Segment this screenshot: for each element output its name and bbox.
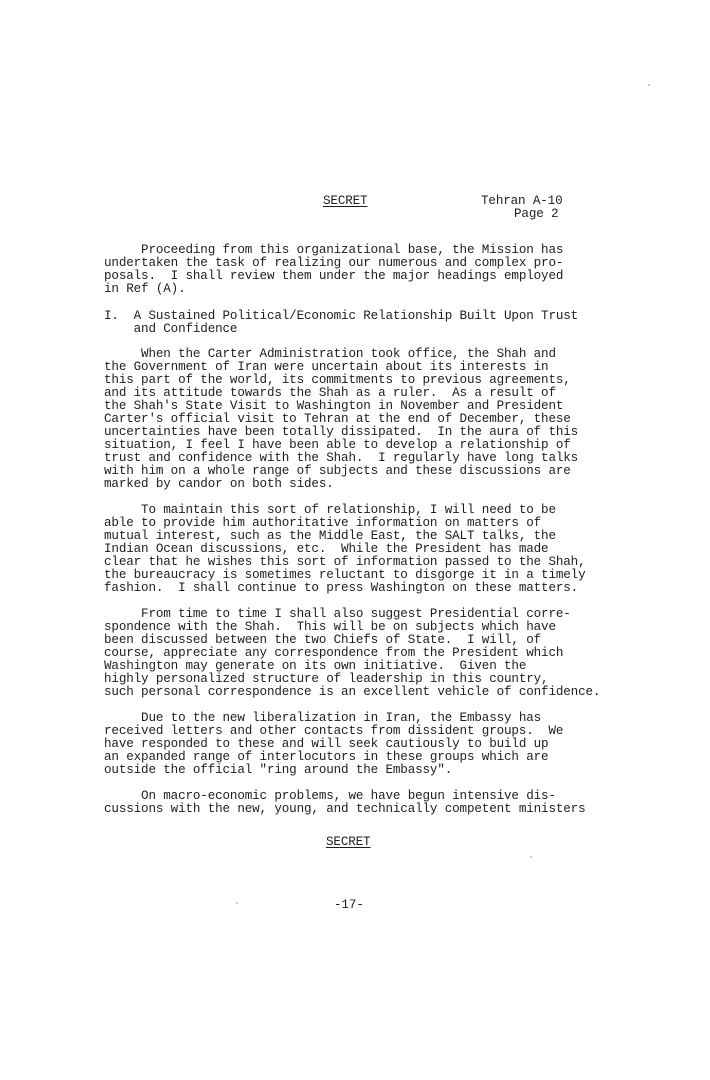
text-line: Carter's official visit to Tehran at the end of December, these <box>104 412 571 426</box>
text-line: able to provide him authoritative information on matters of <box>104 516 542 530</box>
text-line: situation, I feel I have been able to develop a relationship of <box>104 438 571 452</box>
text-line: the Shah's State Visit to Washington in November and President <box>104 399 564 413</box>
text-line: clear that he wishes this sort of information passed to the Shah, <box>104 555 586 569</box>
text-line: spondence with the Shah. This will be on subjects which have <box>104 620 556 634</box>
header-reference: Tehran A-10 <box>481 194 563 208</box>
text-line: undertaken the task of realizing our numerous and complex pro- <box>104 256 564 270</box>
text-line: Indian Ocean discussions, etc. While the President has made <box>104 542 549 556</box>
text-line: and its attitude towards the Shah as a ruler. As a result of <box>104 386 556 400</box>
text-line: such personal correspondence is an excellent vehicle of confidence. <box>104 685 601 699</box>
text-line: posals. I shall review them under the major headings employed <box>104 269 564 283</box>
text-line: have responded to these and will seek cautiously to build up <box>104 737 549 751</box>
text-line: Proceeding from this organizational base, the Mission has <box>104 243 564 257</box>
text-line: course, appreciate any correspondence from the President which <box>104 646 564 660</box>
text-line: Washington may generate on its own initiative. Given the <box>104 659 527 673</box>
text-line: been discussed between the two Chiefs of State. I will, of <box>104 633 542 647</box>
text-line: highly personalized structure of leadership in this country, <box>104 672 549 686</box>
scan-speck <box>648 84 650 86</box>
text-line: this part of the world, its commitments to previous agreements, <box>104 373 571 387</box>
text-line: From time to time I shall also suggest Presidential corre- <box>104 607 571 621</box>
text-line: mutual interest, such as the Middle East, the SALT talks, the <box>104 529 556 543</box>
text-line: When the Carter Administration took office, the Shah and <box>104 347 556 361</box>
scan-speck <box>236 902 238 904</box>
text-line: an expanded range of interlocutors in these groups which are <box>104 750 549 764</box>
header-classification: SECRET <box>323 194 368 208</box>
text-line: On macro-economic problems, we have begun intensive dis- <box>104 789 556 803</box>
scan-speck <box>530 856 532 858</box>
page-number: -17- <box>334 898 364 912</box>
text-line: trust and confidence with the Shah. I regularly have long talks <box>104 451 579 465</box>
text-line: cussions with the new, young, and technically competent ministers <box>104 802 586 816</box>
text-line: I. A Sustained Political/Economic Relationship Built Upon Trust <box>104 309 579 323</box>
text-line: marked by candor on both sides. <box>104 477 334 491</box>
text-line: received letters and other contacts from dissident groups. We <box>104 724 564 738</box>
text-line: Due to the new liberalization in Iran, the Embassy has <box>104 711 542 725</box>
text-line: To maintain this sort of relationship, I will need to be <box>104 503 556 517</box>
text-line: and Confidence <box>104 322 238 336</box>
text-line: uncertainties have been totally dissipated. In the aura of this <box>104 425 579 439</box>
text-line: the Government of Iran were uncertain about its interests in <box>104 360 549 374</box>
header-page-label: Page 2 <box>514 207 559 221</box>
text-line: the bureaucracy is sometimes reluctant to disgorge it in a timely <box>104 568 586 582</box>
footer-classification: SECRET <box>326 835 371 849</box>
text-line: fashion. I shall continue to press Washington on these matters. <box>104 581 579 595</box>
text-line: outside the official "ring around the Embassy". <box>104 763 453 777</box>
text-line: in Ref (A). <box>104 282 186 296</box>
text-line: with him on a whole range of subjects and these discussions are <box>104 464 571 478</box>
